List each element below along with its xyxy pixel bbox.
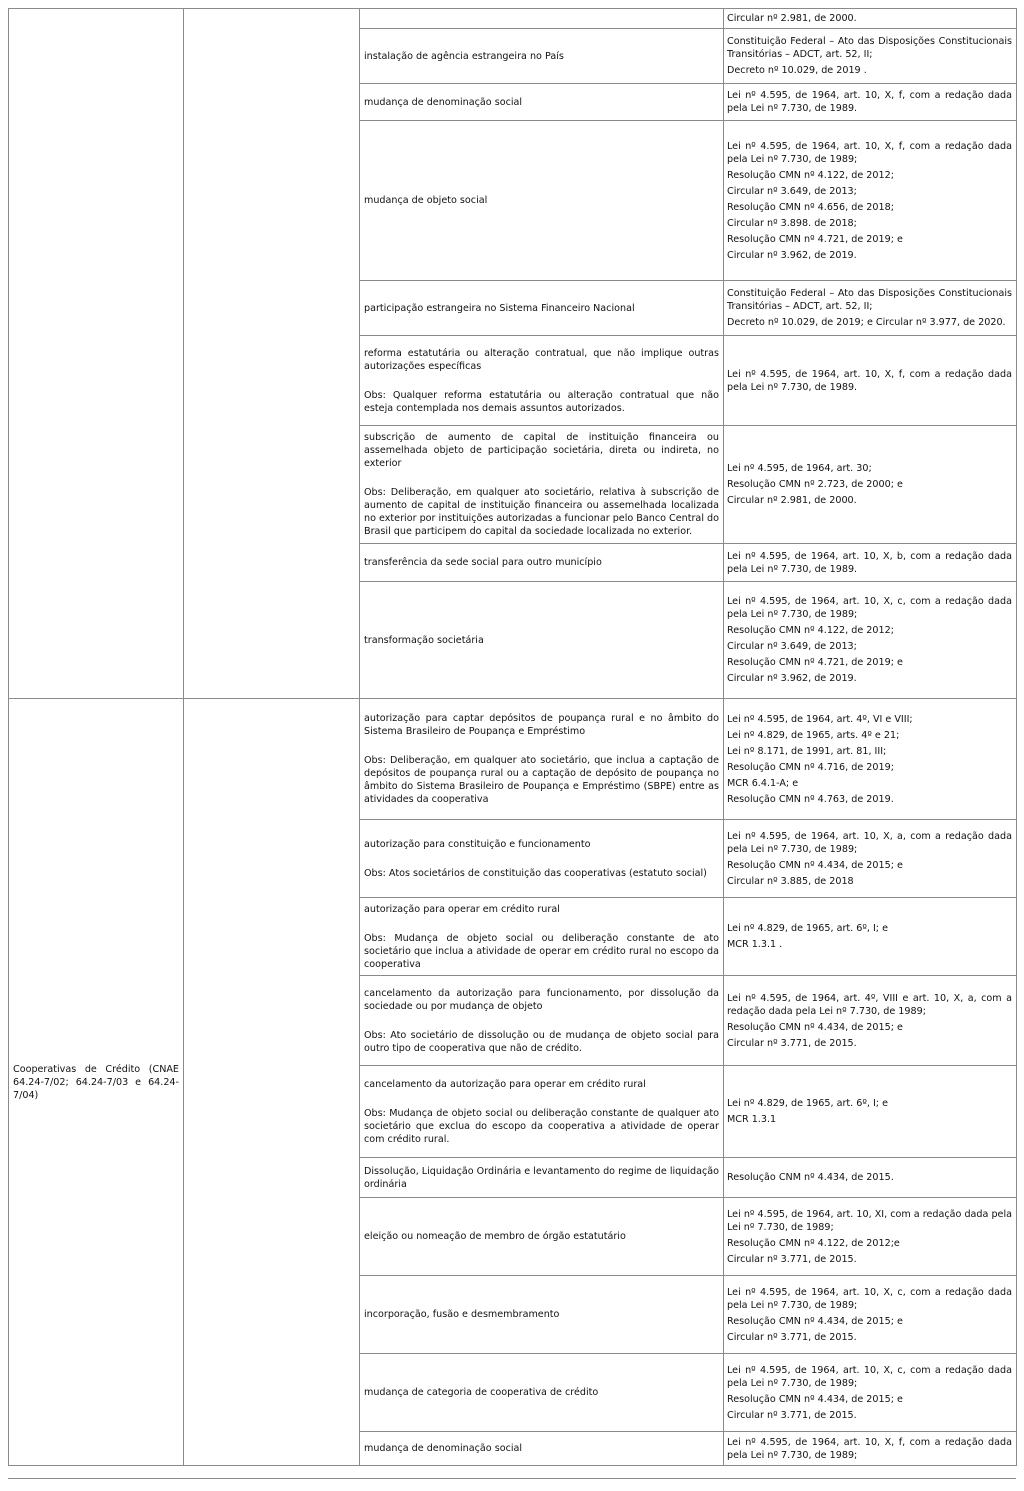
subject-cell: incorporação, fusão e desmembramento: [360, 1276, 724, 1354]
subject-cell: mudança de denominação social: [360, 84, 724, 121]
observation-note: Obs: Mudança de objeto social ou deliberação constante de ato societário que inclua a atividade de operar em crédito rural no escopo da cooperativa: [364, 932, 719, 970]
legal-basis-cell: Lei nº 4.595, de 1964, art. 10, X, a, com a redação dada pela Lei nº 7.730, de 1989; Resolução CMN nº 4.434, de 2015; e Circular nº 3.885, de 2018: [724, 820, 1017, 898]
observation-note: Obs: Atos societários de constituição das cooperativas (estatuto social): [364, 867, 707, 879]
subject-cell: Dissolução, Liquidação Ordinária e levantamento do regime de liquidação ordinária: [360, 1158, 724, 1198]
legal-basis-cell: Lei nº 4.595, de 1964, art. 30; Resolução CMN nº 2.723, de 2000; e Circular nº 2.981, de 2000.: [724, 426, 1017, 544]
subject-cell: [360, 9, 724, 29]
legal-basis-cell: Lei nº 4.595, de 1964, art. 4º, VI e VIII; Lei nº 4.829, de 1965, arts. 4º e 21; Lei nº 8.171, de 1991, art. 81, III; Resolução CMN nº 4.716, de 2019; MCR 6.4.1-A; e Resolução CMN nº 4.763, de 2019.: [724, 699, 1017, 820]
legal-basis-cell: Lei nº 4.595, de 1964, art. 4º, VIII e art. 10, X, a, com a redação dada pela Lei nº 7.730, de 1989; Resolução CMN nº 4.434, de 2015; e Circular nº 3.771, de 2015.: [724, 976, 1017, 1066]
subject-cell: autorização para constituição e funcionamento Obs: Atos societários de constituição das cooperativas (estatuto social): [360, 820, 724, 898]
subject-cell: autorização para operar em crédito rural Obs: Mudança de objeto social ou deliberação constante de ato societário que inclua a atividade de operar em crédito rural no escopo da cooperativa: [360, 898, 724, 976]
table-row: [9, 9, 1017, 29]
subject-cell: subscrição de aumento de capital de instituição financeira ou assemelhada objeto de participação societária, direta ou indireta, no exterior Obs: Deliberação, em qualquer ato societário, relativa à subscrição de aumento de capital de instituição financeira ou assemelhada localizada no exterior por instituições autorizadas a funcionar pelo Banco Central do Brasil que participem do capital da sociedade localizada no exterior.: [360, 426, 724, 544]
legal-basis-cell: Constituição Federal – Ato das Disposições Constitucionais Transitórias – ADCT, art. 52, II; Decreto nº 10.029, de 2019; e Circular nº 3.977, de 2020.: [724, 281, 1017, 336]
observation-note: Obs: Mudança de objeto social ou deliberação constante de qualquer ato societário que exclua do escopo da cooperativa a atividade de operar com crédito rural.: [364, 1107, 719, 1145]
legal-basis-cell: Lei nº 4.595, de 1964, art. 10, X, f, com a redação dada pela Lei nº 7.730, de 1989.: [724, 84, 1017, 121]
legal-basis-cell: Lei nº 4.595, de 1964, art. 10, X, f, com a redação dada pela Lei nº 7.730, de 1989.: [724, 336, 1017, 426]
legal-basis-cell: Lei nº 4.829, de 1965, art. 6º, I; e MCR 1.3.1: [724, 1066, 1017, 1158]
legal-basis-cell: Lei nº 4.595, de 1964, art. 10, X, c, com a redação dada pela Lei nº 7.730, de 1989; Resolução CMN nº 4.434, de 2015; e Circular nº 3.771, de 2015.: [724, 1276, 1017, 1354]
subject-cell: cancelamento da autorização para operar em crédito rural Obs: Mudança de objeto social ou deliberação constante de qualquer ato societário que exclua do escopo da cooperativa a atividade de operar com crédito rural.: [360, 1066, 724, 1158]
observation-note: Obs: Deliberação, em qualquer ato societário, relativa à subscrição de aumento de capital de instituição financeira ou assemelhada localizada no exterior por instituições autorizadas a funcionar pelo Banco Central do Brasil que participem do capital da sociedade localizada no exterior.: [364, 487, 719, 537]
legal-basis-cell: Lei nº 4.595, de 1964, art. 10, XI, com a redação dada pela Lei nº 7.730, de 1989; Resolução CMN nº 4.122, de 2012;e Circular nº 3.771, de 2015.: [724, 1198, 1017, 1276]
institution-cell: [9, 699, 184, 1466]
category-cell: [184, 9, 360, 699]
subject-cell: instalação de agência estrangeira no País: [360, 29, 724, 84]
legal-basis-cell: Lei nº 4.829, de 1965, art. 6º, I; e MCR 1.3.1 .: [724, 898, 1017, 976]
institution-name: Cooperativas de Crédito (CNAE 64.24-7/02; 64.24-7/03 e 64.24-7/04): [13, 1063, 179, 1101]
table-row: [9, 699, 1017, 820]
subject-cell: transformação societária: [360, 582, 724, 699]
bottom-rule: [8, 1478, 1016, 1479]
subject-cell: eleição ou nomeação de membro de órgão estatutário: [360, 1198, 724, 1276]
legal-basis-cell: Circular nº 2.981, de 2000.: [724, 9, 1017, 29]
observation-note: Obs: Qualquer reforma estatutária ou alteração contratual que não esteja contemplada nos demais assuntos autorizados.: [364, 389, 719, 414]
legal-basis-cell: Lei nº 4.595, de 1964, art. 10, X, c, com a redação dada pela Lei nº 7.730, de 1989; Resolução CMN nº 4.434, de 2015; e Circular nº 3.771, de 2015.: [724, 1354, 1017, 1432]
legal-basis-cell: Lei nº 4.595, de 1964, art. 10, X, c, com a redação dada pela Lei nº 7.730, de 1989; Resolução CMN nº 4.122, de 2012; Circular nº 3.649, de 2013; Resolução CMN nº 4.721, de 2019; e Circular nº 3.962, de 2019.: [724, 582, 1017, 699]
document-page: [8, 8, 1016, 1466]
subject-cell: cancelamento da autorização para funcionamento, por dissolução da sociedade ou por mudança de objeto Obs: Ato societário de dissolução ou de mudança de objeto social para outro tipo de cooperativa que não de crédito.: [360, 976, 724, 1066]
observation-note: Obs: Ato societário de dissolução ou de mudança de objeto social para outro tipo de cooperativa que não de crédito.: [364, 1029, 719, 1054]
legal-basis-cell: Lei nº 4.595, de 1964, art. 10, X, f, com a redação dada pela Lei nº 7.730, de 1989;: [724, 1432, 1017, 1466]
subject-cell: mudança de denominação social: [360, 1432, 724, 1466]
subject-cell: transferência da sede social para outro município: [360, 544, 724, 582]
legal-basis-cell: Lei nº 4.595, de 1964, art. 10, X, f, com a redação dada pela Lei nº 7.730, de 1989; Resolução CMN nº 4.122, de 2012; Circular nº 3.649, de 2013; Resolução CMN nº 4.656, de 2018; Circular nº 3.898. de 2018; Resolução CMN nº 4.721, de 2019; e Circular nº 3.962, de 2019.: [724, 121, 1017, 281]
legal-basis-cell: Lei nº 4.595, de 1964, art. 10, X, b, com a redação dada pela Lei nº 7.730, de 1989.: [724, 544, 1017, 582]
legal-basis-cell: Constituição Federal – Ato das Disposições Constitucionais Transitórias – ADCT, art. 52, II; Decreto nº 10.029, de 2019 .: [724, 29, 1017, 84]
subject-cell: autorização para captar depósitos de poupança rural e no âmbito do Sistema Brasileiro de Poupança e Empréstimo Obs: Deliberação, em qualquer ato societário, que inclua a captação de depósitos de poupança rural ou a captação de depósito de poupança no âmbito do Sistema Brasileiro de Poupança e Empréstimo (SBPE) entre as atividades da cooperativa: [360, 699, 724, 820]
category-cell: [184, 699, 360, 1466]
institution-cell: [9, 9, 184, 699]
subject-cell: reforma estatutária ou alteração contratual, que não implique outras autorizações específicas Obs: Qualquer reforma estatutária ou alteração contratual que não esteja contemplada nos demais assuntos autorizados.: [360, 336, 724, 426]
subject-cell: mudança de categoria de cooperativa de crédito: [360, 1354, 724, 1432]
authorization-table: [8, 8, 1017, 1466]
legal-basis-cell: Resolução CNM nº 4.434, de 2015.: [724, 1158, 1017, 1198]
subject-cell: mudança de objeto social: [360, 121, 724, 281]
observation-note: Obs: Deliberação, em qualquer ato societário, que inclua a captação de depósitos de poupança rural ou a captação de depósito de poupança no âmbito do Sistema Brasileiro de Poupança e Empréstimo (SBPE) entre as atividades da cooperativa: [364, 755, 719, 805]
subject-cell: participação estrangeira no Sistema Financeiro Nacional: [360, 281, 724, 336]
